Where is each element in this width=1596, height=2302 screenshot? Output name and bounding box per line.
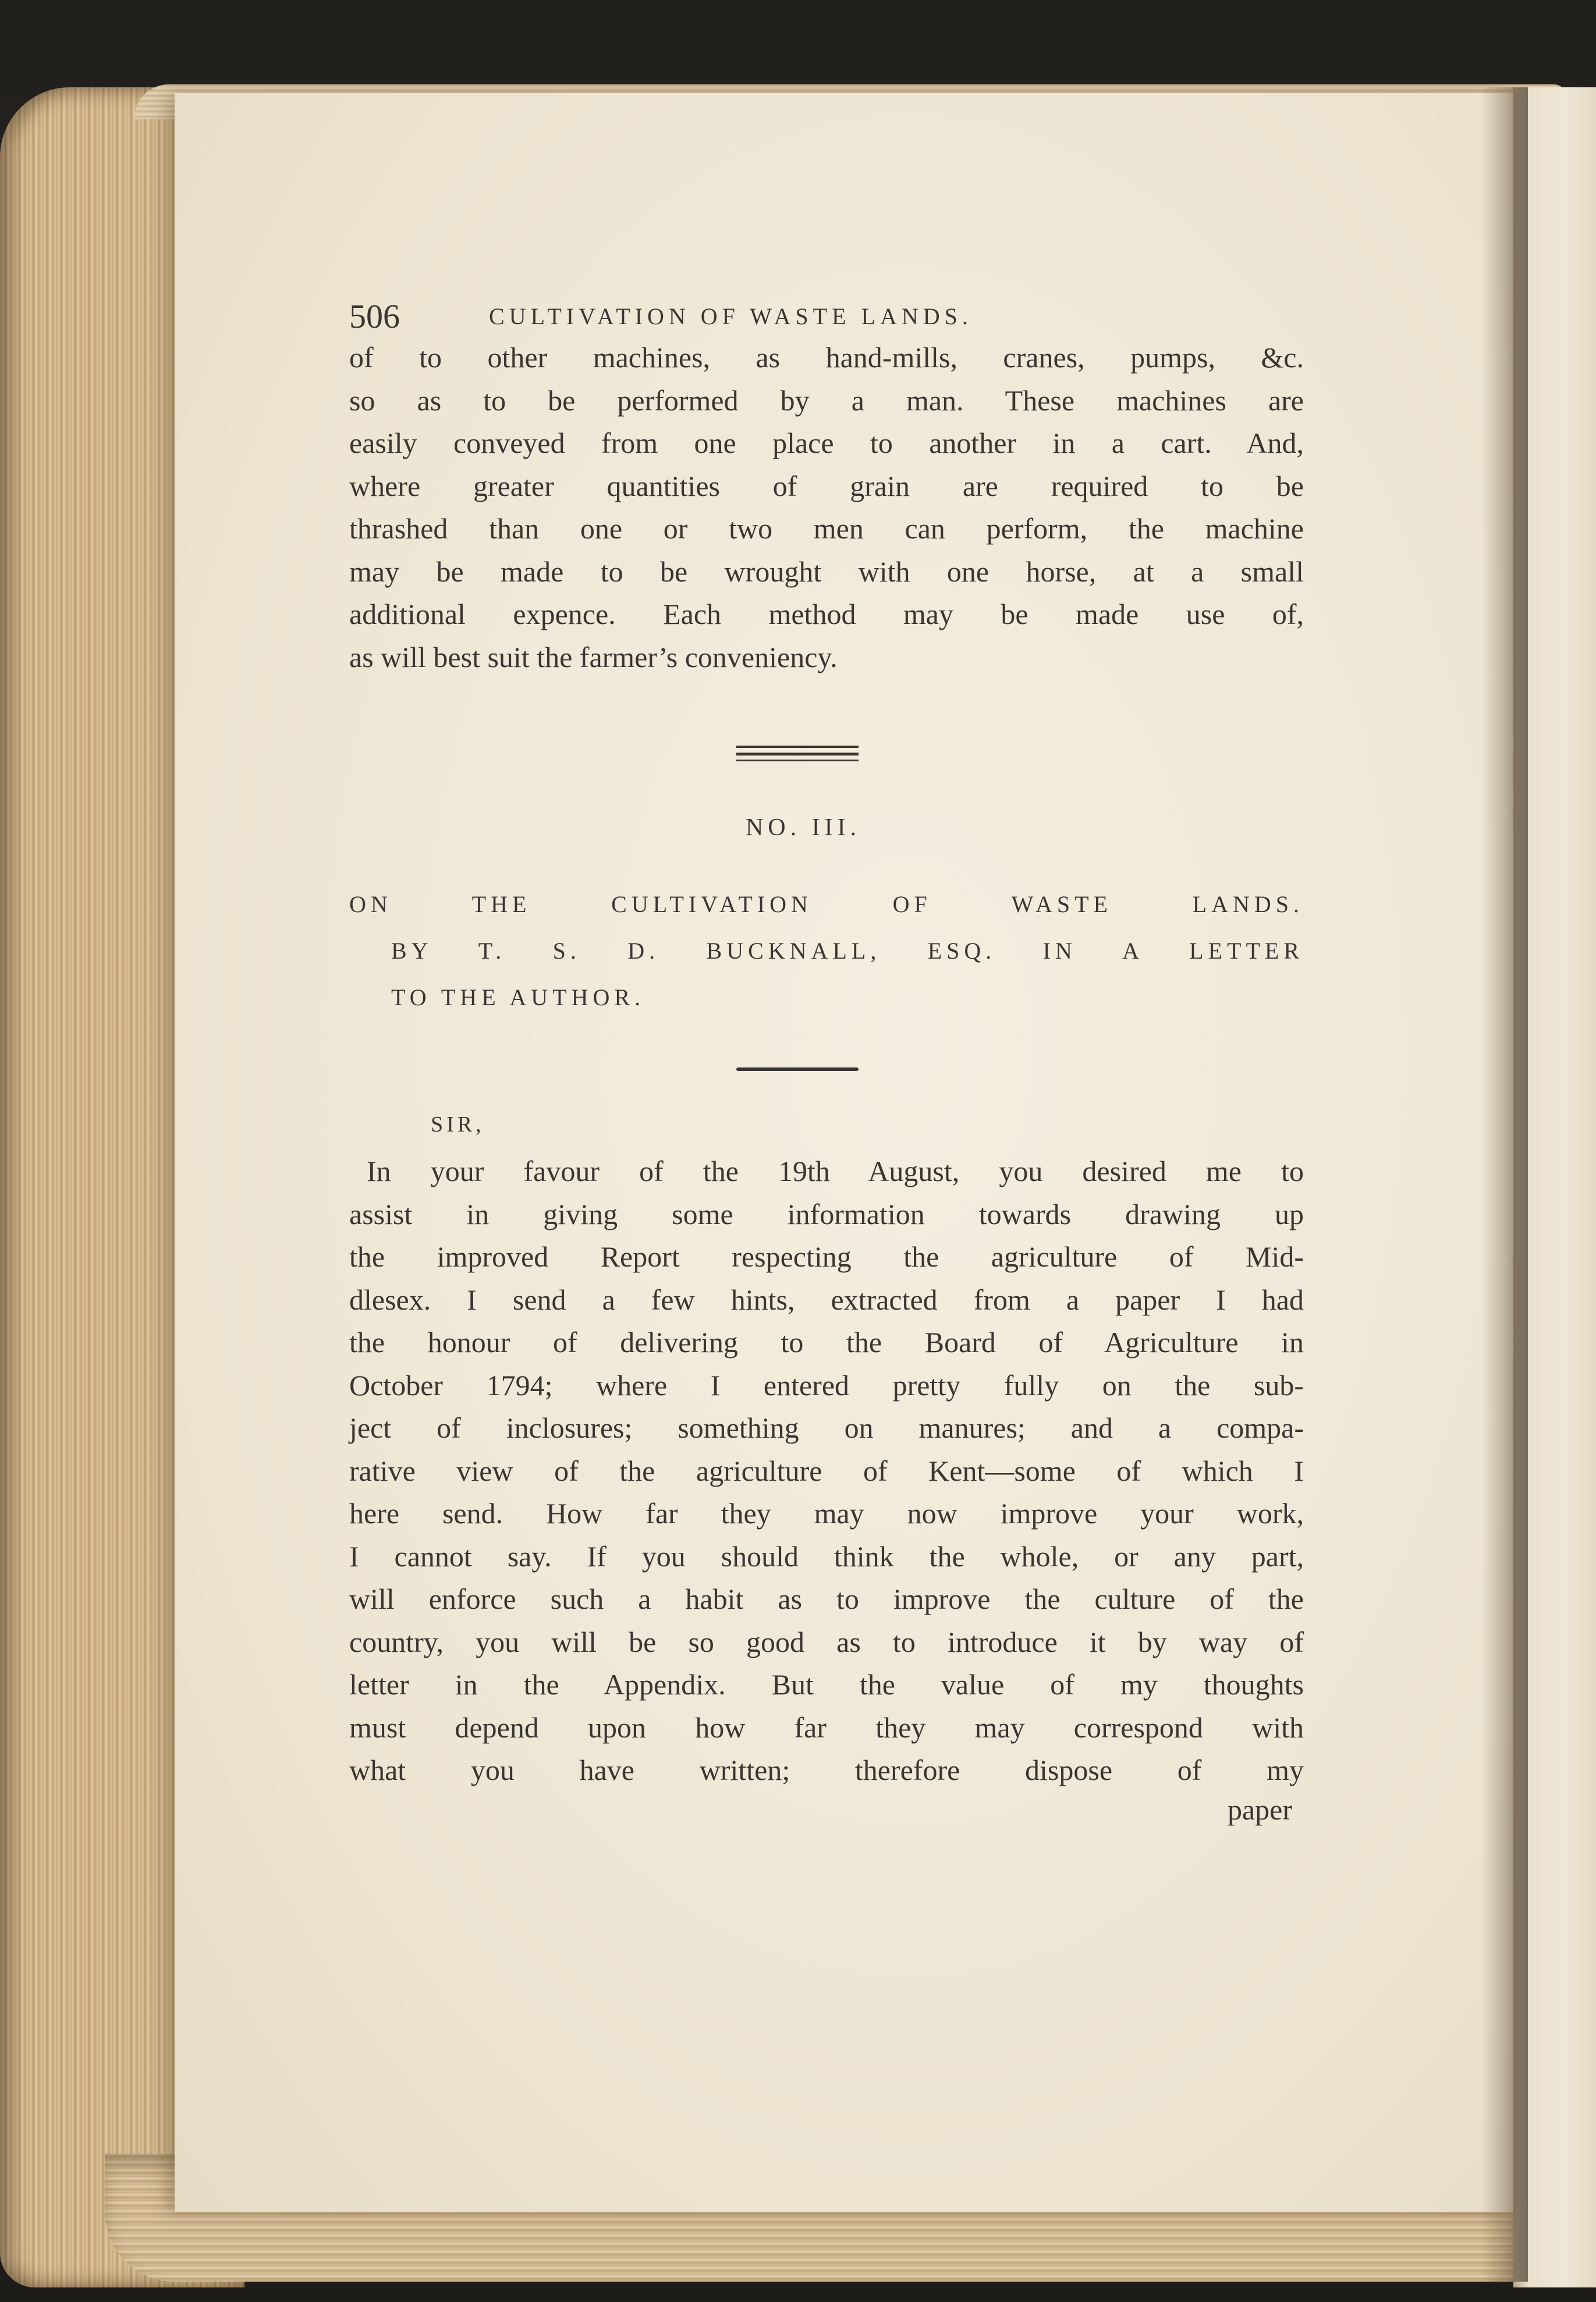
page-text (349, 279, 1304, 1827)
page-number: 506 (349, 297, 400, 335)
text-line: here send. How far they may now improve your work, (349, 1497, 1304, 1530)
section-number: NO. III. (745, 814, 861, 841)
heading-line: ON THE CULTIVATION OF WASTE LANDS. (349, 891, 1304, 917)
text-line: easily conveyed from one place to another in a cart. And, (349, 427, 1304, 459)
text-line: what you have written; therefore dispose of my (349, 1754, 1304, 1786)
text-line: assist in giving some information towards drawing up (349, 1197, 1304, 1230)
text-line: additional expence. Each method may be made use of, (349, 598, 1304, 630)
section-divider-double (736, 746, 859, 761)
section-divider (736, 1067, 859, 1071)
heading-line: TO THE AUTHOR. (391, 984, 646, 1010)
text-line: so as to be performed by a man. These machines are (349, 384, 1304, 417)
text-line: the improved Report respecting the agriculture of Mid- (349, 1240, 1304, 1273)
running-title: CULTIVATION OF WASTE LANDS. (489, 303, 973, 329)
text-line: thrashed than one or two men can perform, the machine (349, 512, 1304, 545)
heading-line: BY T. S. D. BUCKNALL, ESQ. IN A LETTER (391, 938, 1304, 964)
text-line: the honour of delivering to the Board of Agriculture in (349, 1326, 1304, 1359)
letter-salutation: SIR, (431, 1112, 485, 1137)
text-line: letter in the Appendix. But the value of my thoughts (349, 1668, 1304, 1701)
text-line: where greater quantities of grain are required to be (349, 469, 1304, 502)
section-heading (349, 881, 1304, 1021)
text-line: ject of inclosures; something on manures; and a compa- (349, 1411, 1304, 1444)
text-line: must depend upon how far they may correspond with (349, 1711, 1304, 1744)
catchword: paper (1227, 1793, 1292, 1826)
letter-body (349, 1150, 1304, 1792)
book-gutter (1481, 87, 1528, 2282)
text-line: I cannot say. If you should think the whole, or any part, (349, 1540, 1304, 1573)
text-line: In your favour of the 19th August, you desired me to (367, 1155, 1304, 1187)
text-line: of to other machines, as hand-mills, cranes, pumps, &c. (349, 341, 1304, 374)
opening-paragraph (349, 336, 1304, 679)
text-line: may be made to be wrought with one horse, at a small (349, 555, 1304, 588)
text-line: will enforce such a habit as to improve the culture of the (349, 1583, 1304, 1615)
running-head (349, 279, 1304, 335)
text-line: country, you will be so good as to introduce it by way of (349, 1625, 1304, 1658)
text-line: October 1794; where I entered pretty fully on the sub- (349, 1368, 1304, 1402)
text-line: dlesex. I send a few hints, extracted from a paper I had (349, 1283, 1304, 1316)
text-line: rative view of the agriculture of Kent—some of which I (349, 1454, 1304, 1487)
text-line: as will best suit the farmer’s conveniency. (349, 640, 838, 673)
